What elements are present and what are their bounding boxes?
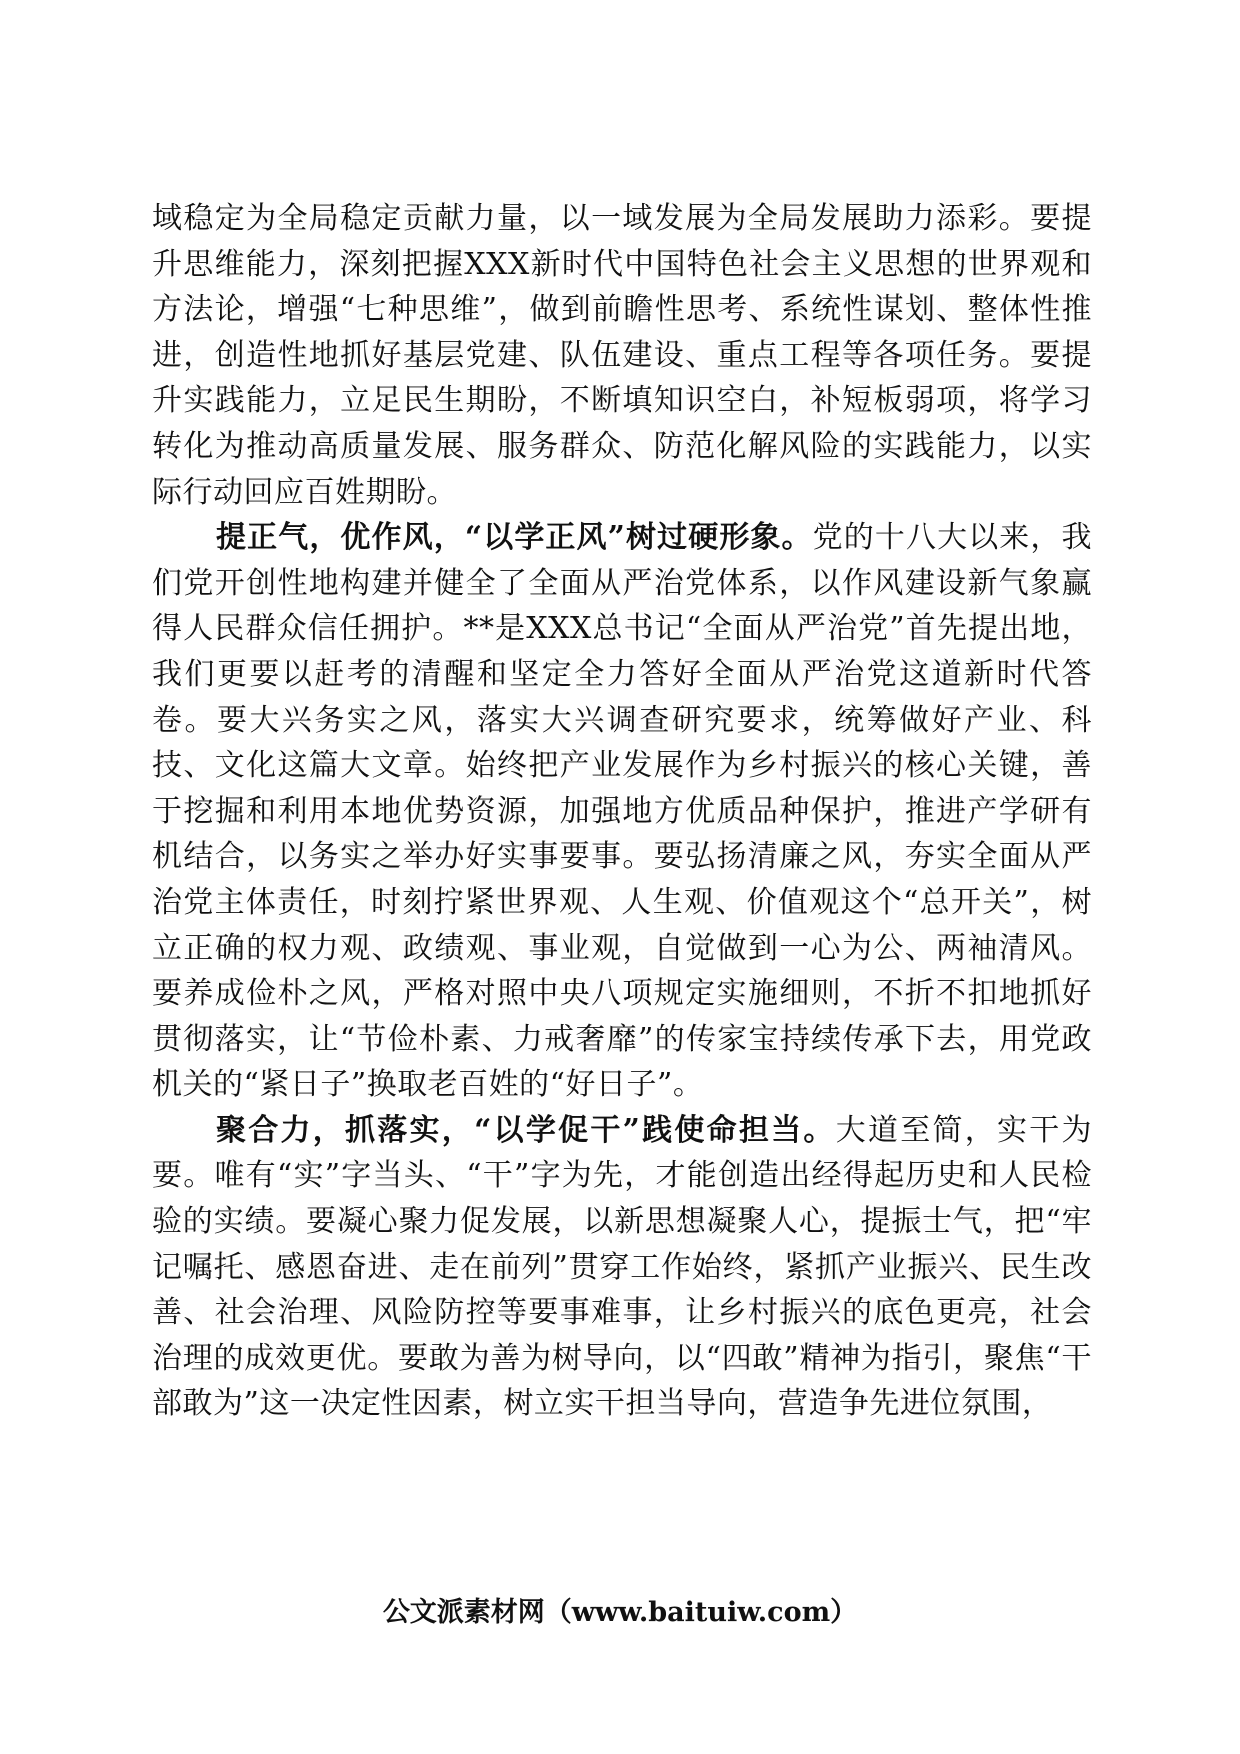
paragraph-text: 大道至简，实干为要。唯有“实”字当头、“干”字为先，才能创造出经得起历史和人民检验的实绩。要凝心聚力促发展，以新思想凝聚人心，提振士气，把“牢记嘱托、感恩奋进、走在前列”贯穿工作始终，紧抓产业振兴、民生改善、社会治理、风险防控等要事难事，让乡村振兴的底色更亮，社会治理的成效更优。要敢为善为树导向，以“四敢”精神为指引，聚焦“干部敢为”这一决定性因素，树立实干担当导向，营造争先进位氛围， — [152, 1112, 1092, 1422]
paragraph-zhengfeng — [152, 515, 1092, 1108]
page-footer-watermark: 公文派素材网（www.baituiw.com） — [382, 1597, 858, 1628]
paragraph-heading: 聚合力，抓落实，“以学促干”践使命担当。 — [216, 1112, 836, 1148]
paragraph-text: 域稳定为全局稳定贡献力量，以一域发展为全局发展助力添彩。要提升思维能力，深刻把握XXX新时代中国特色社会主义思想的世界观和方法论，增强“七种思维”，做到前瞻性思考、系统性谋划、整体性推进，创造性地抓好基层党建、队伍建设、重点工程等各项任务。要提升实践能力，立足民生期盼，不断填知识空白，补短板弱项，将学习转化为推动高质量发展、服务群众、防范化解风险的实践能力，以实际行动回应百姓期盼。 — [152, 201, 1092, 510]
paragraph-heading: 提正气，优作风，“以学正风”树过硬形象。 — [216, 520, 813, 556]
paragraph-continuation — [152, 196, 1092, 515]
paragraph-text: 党的十八大以来，我们党开创性地构建并健全了全面从严治党体系，以作风建设新气象赢得人民群众信任拥护。**是XXX总书记“全面从严治党”首先提出地，我们更要以赶考的清醒和坚定全力答好全面从严治党这道新时代答卷。要大兴务实之风，落实大兴调查研究要求，统筹做好产业、科技、文化这篇大文章。始终把产业发展作为乡村振兴的核心关键，善于挖掘和利用本地优势资源，加强地方优质品种保护，推进产学研有机结合，以务实之举办好实事要事。要弘扬清廉之风，夯实全面从严治党主体责任，时刻拧紧世界观、人生观、价值观这个“总开关”，树立正确的权力观、政绩观、事业观，自觉做到一心为公、两袖清风。要养成俭朴之风，严格对照中央八项规定实施细则，不折不扣地抓好贯彻落实，让“节俭朴素、力戒奢靡”的传家宝持续传承下去，用党政机关的“紧日子”换取老百姓的“好日子”。 — [152, 520, 1093, 1103]
document-body — [152, 196, 1092, 1427]
paragraph-cugan — [152, 1108, 1092, 1427]
